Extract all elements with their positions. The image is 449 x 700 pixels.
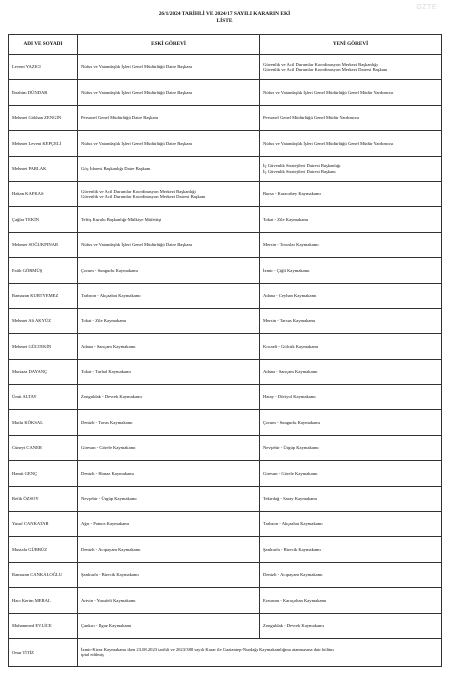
new-role bbox=[260, 131, 442, 156]
new-role bbox=[260, 258, 442, 283]
new-role-line: Tekirdağ - Saray Kaymakamı bbox=[263, 496, 318, 502]
new-role-line: Şanlıurfa - Birecik Kaymakamı bbox=[263, 546, 321, 552]
table-row bbox=[9, 588, 442, 613]
table-row bbox=[9, 359, 442, 384]
person-name: Çağlar TEKİN bbox=[9, 207, 78, 232]
new-role bbox=[260, 410, 442, 435]
old-role-line: Güvenlik ve Acil Durumlar Koordinasyon Merkezi Başkanlığı bbox=[81, 188, 196, 194]
old-role-line: Nüfus ve Vatandaşlık İşleri Genel Müdürlüğü Daire Başkanı bbox=[81, 140, 193, 146]
new-role bbox=[260, 283, 442, 308]
table-row bbox=[9, 156, 442, 181]
table-row-note bbox=[9, 638, 442, 666]
person-name: Mehmet GÜLTEKİN bbox=[9, 334, 78, 359]
old-role-line: Teftiş Kurulu Başkanlığı-Mülkiye Müfettişi bbox=[81, 216, 162, 222]
new-role bbox=[260, 80, 442, 105]
column-header-old-role: ESKİ GÖREVİ bbox=[78, 35, 260, 55]
person-name: Onur TİTİZ bbox=[9, 638, 78, 666]
new-role-line: Mersin - Toroslar Kaymakamı bbox=[263, 242, 319, 248]
court-note-line: İzmir-Kiraz Kaymakamı iken 23.08.2023 tarihli ve 2023/388 sayılı Karar ile Gaziantep-Nurdağı Kaymakamlığına atanmasına dair bölüm bbox=[81, 646, 334, 652]
person-name: Fatih GÖRMÜŞ bbox=[9, 258, 78, 283]
old-role-line: Tokat - Zile Kaymakamı bbox=[81, 318, 127, 324]
new-role-line: Güvenlik ve Acil Durumlar Koordinasyon Merkezi Dairesi Başkanı bbox=[263, 67, 388, 73]
old-role bbox=[78, 232, 260, 257]
old-role-line: Şanlıurfa - Birecik Kaymakamı bbox=[81, 572, 139, 578]
table-row bbox=[9, 512, 442, 537]
old-role bbox=[78, 258, 260, 283]
table-row bbox=[9, 410, 442, 435]
new-role-line: Trabzon - Akçaabat Kaymakamı bbox=[263, 521, 323, 527]
old-role bbox=[78, 486, 260, 511]
person-name: Mehmet Ali AKYÜZ bbox=[9, 308, 78, 333]
old-role-line: Denizli - Tavas Kaymakamı bbox=[81, 419, 133, 425]
old-role-line: Nüfus ve Vatandaşlık İşleri Genel Müdürlüğü Daire Başkanı bbox=[81, 89, 193, 95]
table-row bbox=[9, 562, 442, 587]
table-row bbox=[9, 181, 442, 206]
new-role bbox=[260, 537, 442, 562]
new-role bbox=[260, 385, 442, 410]
new-role-line: İzmir - Çiğli Kaymakamı bbox=[263, 267, 310, 273]
old-role bbox=[78, 385, 260, 410]
new-role bbox=[260, 588, 442, 613]
person-name: Levent YAZICI bbox=[9, 55, 78, 80]
person-name: Hacı Kerim MERAL bbox=[9, 588, 78, 613]
table-row bbox=[9, 537, 442, 562]
old-role-line: Çorum - Sungurlu Kaymakamı bbox=[81, 267, 139, 273]
old-role bbox=[78, 283, 260, 308]
new-role bbox=[260, 359, 442, 384]
table-row bbox=[9, 131, 442, 156]
person-name: Ümit ALTAY bbox=[9, 385, 78, 410]
table-body bbox=[9, 55, 442, 667]
court-note-line: iptal edilmiş bbox=[81, 652, 104, 658]
old-role bbox=[78, 55, 260, 80]
new-role-line: Zonguldak - Devrek Kaymakamı bbox=[263, 622, 324, 628]
new-role-line: Çorum - Sungurlu Kaymakamı bbox=[263, 419, 321, 425]
new-role bbox=[260, 181, 442, 206]
new-role bbox=[260, 562, 442, 587]
old-role-line: Göç İdaresi Başkanlığı Daire Başkanı bbox=[81, 165, 151, 171]
old-role bbox=[78, 105, 260, 130]
old-role bbox=[78, 435, 260, 460]
new-role-line: Adana - Ceyhan Kaymakamı bbox=[263, 292, 317, 298]
person-name: İbrahim DÜNDAR bbox=[9, 80, 78, 105]
new-role bbox=[260, 55, 442, 80]
old-role bbox=[78, 207, 260, 232]
old-role bbox=[78, 359, 260, 384]
table-row bbox=[9, 232, 442, 257]
person-name: Muhammed EVLİCE bbox=[9, 613, 78, 638]
new-role-line: Nevşehir - Ürgüp Kaymakamı bbox=[263, 445, 319, 451]
new-role bbox=[260, 156, 442, 181]
new-role-line: Erzurum - Karaçoban Kaymakamı bbox=[263, 597, 327, 603]
person-name: Mehmet Gökhan ZENGİN bbox=[9, 105, 78, 130]
table-row bbox=[9, 308, 442, 333]
person-name: Ramazan KURTYEMEZ bbox=[9, 283, 78, 308]
table-row bbox=[9, 435, 442, 460]
table-row bbox=[9, 486, 442, 511]
person-name: Mutlu KÖKSAL bbox=[9, 410, 78, 435]
person-name: Hakan KAFKAS bbox=[9, 181, 78, 206]
old-role-line: Nüfus ve Vatandaşlık İşleri Genel Müdürlüğü Daire Başkanı bbox=[81, 64, 193, 70]
table-row bbox=[9, 80, 442, 105]
person-name: Mustafa GÜRBÜZ bbox=[9, 537, 78, 562]
old-role bbox=[78, 131, 260, 156]
new-role-line: Adana - Sarıçam Kaymakamı bbox=[263, 369, 318, 375]
new-role-line: Nüfus ve Vatandaşlık İşleri Genel Müdürlüğü Genel Müdür Yardımcısı bbox=[263, 140, 394, 146]
old-role-line: Personel Genel Müdürlüğü Daire Başkanı bbox=[81, 115, 159, 121]
column-header-new-role: YENİ GÖREVİ bbox=[260, 35, 442, 55]
new-role-line: İç Güvenlik Stratejileri Dairesi Başkanlığı bbox=[263, 163, 341, 169]
new-role bbox=[260, 512, 442, 537]
court-note bbox=[78, 638, 442, 666]
new-role bbox=[260, 334, 442, 359]
old-role bbox=[78, 410, 260, 435]
document-subtitle: LİSTE bbox=[216, 18, 233, 24]
new-role-line: Nüfus ve Vatandaşlık İşleri Genel Müdürlüğü Genel Müdür Yardımcısı bbox=[263, 89, 394, 95]
old-role-line: Denizli - Honaz Kaymakamı bbox=[81, 470, 134, 476]
old-role-line: Giresun - Görele Kaymakamı bbox=[81, 445, 136, 451]
old-role-line: Güvenlik ve Acil Durumlar Koordinasyon Merkezi Dairesi Başkanı bbox=[81, 194, 206, 200]
new-role-line: Hatay - Dörtyol Kaymakamı bbox=[263, 394, 316, 400]
new-role bbox=[260, 486, 442, 511]
table-row bbox=[9, 385, 442, 410]
old-role-line: Tokat - Turhal Kaymakamı bbox=[81, 369, 131, 375]
new-role bbox=[260, 232, 442, 257]
new-role-line: Tokat - Zile Kaymakamı bbox=[263, 216, 309, 222]
table-row bbox=[9, 613, 442, 638]
person-name: Yusuf CANKATAR bbox=[9, 512, 78, 537]
old-role-line: Trabzon - Akçaabat Kaymakamı bbox=[81, 292, 141, 298]
table-row bbox=[9, 55, 442, 80]
new-role-line: Mersin - Tarsus Kaymakamı bbox=[263, 318, 316, 324]
person-name: Mehmet SOĞUKPINAR bbox=[9, 232, 78, 257]
person-name: Cüneyt CANER bbox=[9, 435, 78, 460]
old-role bbox=[78, 588, 260, 613]
person-name: Mehmet Levent KEPÇELİ bbox=[9, 131, 78, 156]
new-role-line: Güvenlik ve Acil Durumlar Koordinasyon Merkezi Başkanlığı bbox=[263, 61, 378, 67]
old-role bbox=[78, 537, 260, 562]
table-row bbox=[9, 207, 442, 232]
table-row bbox=[9, 283, 442, 308]
old-role bbox=[78, 613, 260, 638]
new-role bbox=[260, 207, 442, 232]
table-row bbox=[9, 258, 442, 283]
new-role bbox=[260, 435, 442, 460]
old-role bbox=[78, 334, 260, 359]
old-role bbox=[78, 80, 260, 105]
table-row bbox=[9, 105, 442, 130]
old-role bbox=[78, 156, 260, 181]
old-role-line: Nevşehir - Ürgüp Kaymakamı bbox=[81, 496, 137, 502]
old-role-line: Zonguldak - Devrek Kaymakamı bbox=[81, 394, 142, 400]
new-role bbox=[260, 105, 442, 130]
appointments-table bbox=[8, 34, 442, 667]
old-role-line: Ağrı - Patnos Kaymakamı bbox=[81, 521, 130, 527]
table-row bbox=[9, 461, 442, 486]
old-role bbox=[78, 181, 260, 206]
column-header-name: ADI VE SOYADI bbox=[9, 35, 78, 55]
old-role bbox=[78, 562, 260, 587]
new-role-line: Kocaeli - Gölcük Kaymakamı bbox=[263, 343, 319, 349]
new-role-line: Personel Genel Müdürlüğü Genel Müdür Yardımcısı bbox=[263, 115, 360, 121]
new-role-line: Bursa - Karacabey Kaymakamı bbox=[263, 191, 321, 197]
person-name: Refik ÖZSOY bbox=[9, 486, 78, 511]
old-role bbox=[78, 308, 260, 333]
new-role-line: İç Güvenlik Stratejileri Dairesi Başkanı bbox=[263, 168, 336, 174]
old-role-line: Artvin - Yusufeli Kaymakamı bbox=[81, 597, 136, 603]
person-name: Hamit GENÇ bbox=[9, 461, 78, 486]
person-name: Ramazan CANKALOĞLU bbox=[9, 562, 78, 587]
new-role bbox=[260, 461, 442, 486]
table-row bbox=[9, 334, 442, 359]
old-role bbox=[78, 461, 260, 486]
old-role bbox=[78, 512, 260, 537]
old-role-line: Nüfus ve Vatandaşlık İşleri Genel Müdürlüğü Daire Başkanı bbox=[81, 242, 193, 248]
new-role-line: Denizli - Acıpayam Kaymakamı bbox=[263, 572, 323, 578]
new-role bbox=[260, 613, 442, 638]
new-role-line: Giresun - Görele Kaymakamı bbox=[263, 470, 318, 476]
old-role-line: Adana - Sarıçam Kaymakamı bbox=[81, 343, 136, 349]
old-role-line: Çankırı - Ilgaz Kaymakamı bbox=[81, 622, 132, 628]
document-title: 26/1/2024 TARİHLİ VE 2024/17 SAYILI KARARIN EKİ bbox=[158, 11, 291, 17]
watermark-logo: GZTE bbox=[416, 4, 437, 11]
person-name: Murtaza DAYANÇ bbox=[9, 359, 78, 384]
person-name: Mehmet PARLAK bbox=[9, 156, 78, 181]
old-role-line: Denizli - Acıpayam Kaymakamı bbox=[81, 546, 141, 552]
new-role bbox=[260, 308, 442, 333]
table-header-row bbox=[9, 35, 442, 55]
